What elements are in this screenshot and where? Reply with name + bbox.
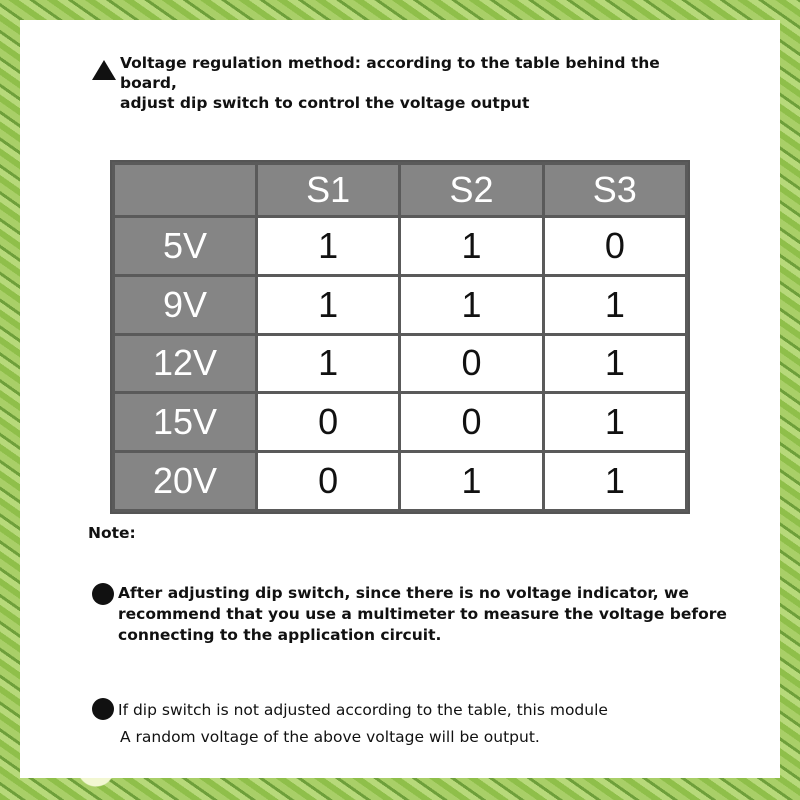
voltage-method-heading <box>120 53 700 113</box>
row-header-voltage: 12V <box>115 336 255 392</box>
table-cell: 0 <box>545 218 685 274</box>
heading-line-2: adjust dip switch to control the voltage output <box>120 94 530 112</box>
table-cell: 1 <box>258 218 398 274</box>
row-header-voltage: 5V <box>115 218 255 274</box>
table-cell: 1 <box>545 277 685 333</box>
table-corner-cell <box>115 165 255 215</box>
document-panel <box>20 20 780 778</box>
table-cell: 1 <box>545 394 685 450</box>
note-line: A random voltage of the above voltage will be output. <box>120 728 540 746</box>
note-line: After adjusting dip switch, since there is no voltage indicator, we <box>118 584 689 602</box>
row-header-voltage: 15V <box>115 394 255 450</box>
table-row <box>115 453 685 509</box>
dip-switch-table <box>112 162 688 512</box>
column-header-s1: S1 <box>258 165 398 215</box>
heading-line-1: Voltage regulation method: according to the table behind the board, <box>120 54 660 92</box>
note-item-multimeter <box>118 583 738 646</box>
table-cell: 0 <box>258 394 398 450</box>
table-cell: 1 <box>545 453 685 509</box>
table-cell: 1 <box>401 453 541 509</box>
row-header-voltage: 9V <box>115 277 255 333</box>
table-cell: 1 <box>258 277 398 333</box>
table-cell: 0 <box>258 453 398 509</box>
column-header-s3: S3 <box>545 165 685 215</box>
note-line: If dip switch is not adjusted according to the table, this module <box>118 701 608 719</box>
table-header-row <box>115 165 685 215</box>
table-cell: 0 <box>401 394 541 450</box>
table-cell: 1 <box>401 218 541 274</box>
table-cell: 1 <box>258 336 398 392</box>
row-header-voltage: 20V <box>115 453 255 509</box>
table-cell: 1 <box>545 336 685 392</box>
round-bullet-icon <box>92 698 114 720</box>
table-cell: 0 <box>401 336 541 392</box>
note-label: Note: <box>88 524 136 542</box>
note-item-random-voltage <box>118 700 738 748</box>
triangle-bullet-icon <box>92 60 116 80</box>
table-row <box>115 394 685 450</box>
table-row <box>115 218 685 274</box>
note-line: connecting to the application circuit. <box>118 626 442 644</box>
table-cell: 1 <box>401 277 541 333</box>
table-row <box>115 277 685 333</box>
round-bullet-icon <box>92 583 114 605</box>
voltage-dip-table <box>110 160 690 514</box>
table-row <box>115 336 685 392</box>
note-line: recommend that you use a multimeter to measure the voltage before <box>118 605 727 623</box>
column-header-s2: S2 <box>401 165 541 215</box>
